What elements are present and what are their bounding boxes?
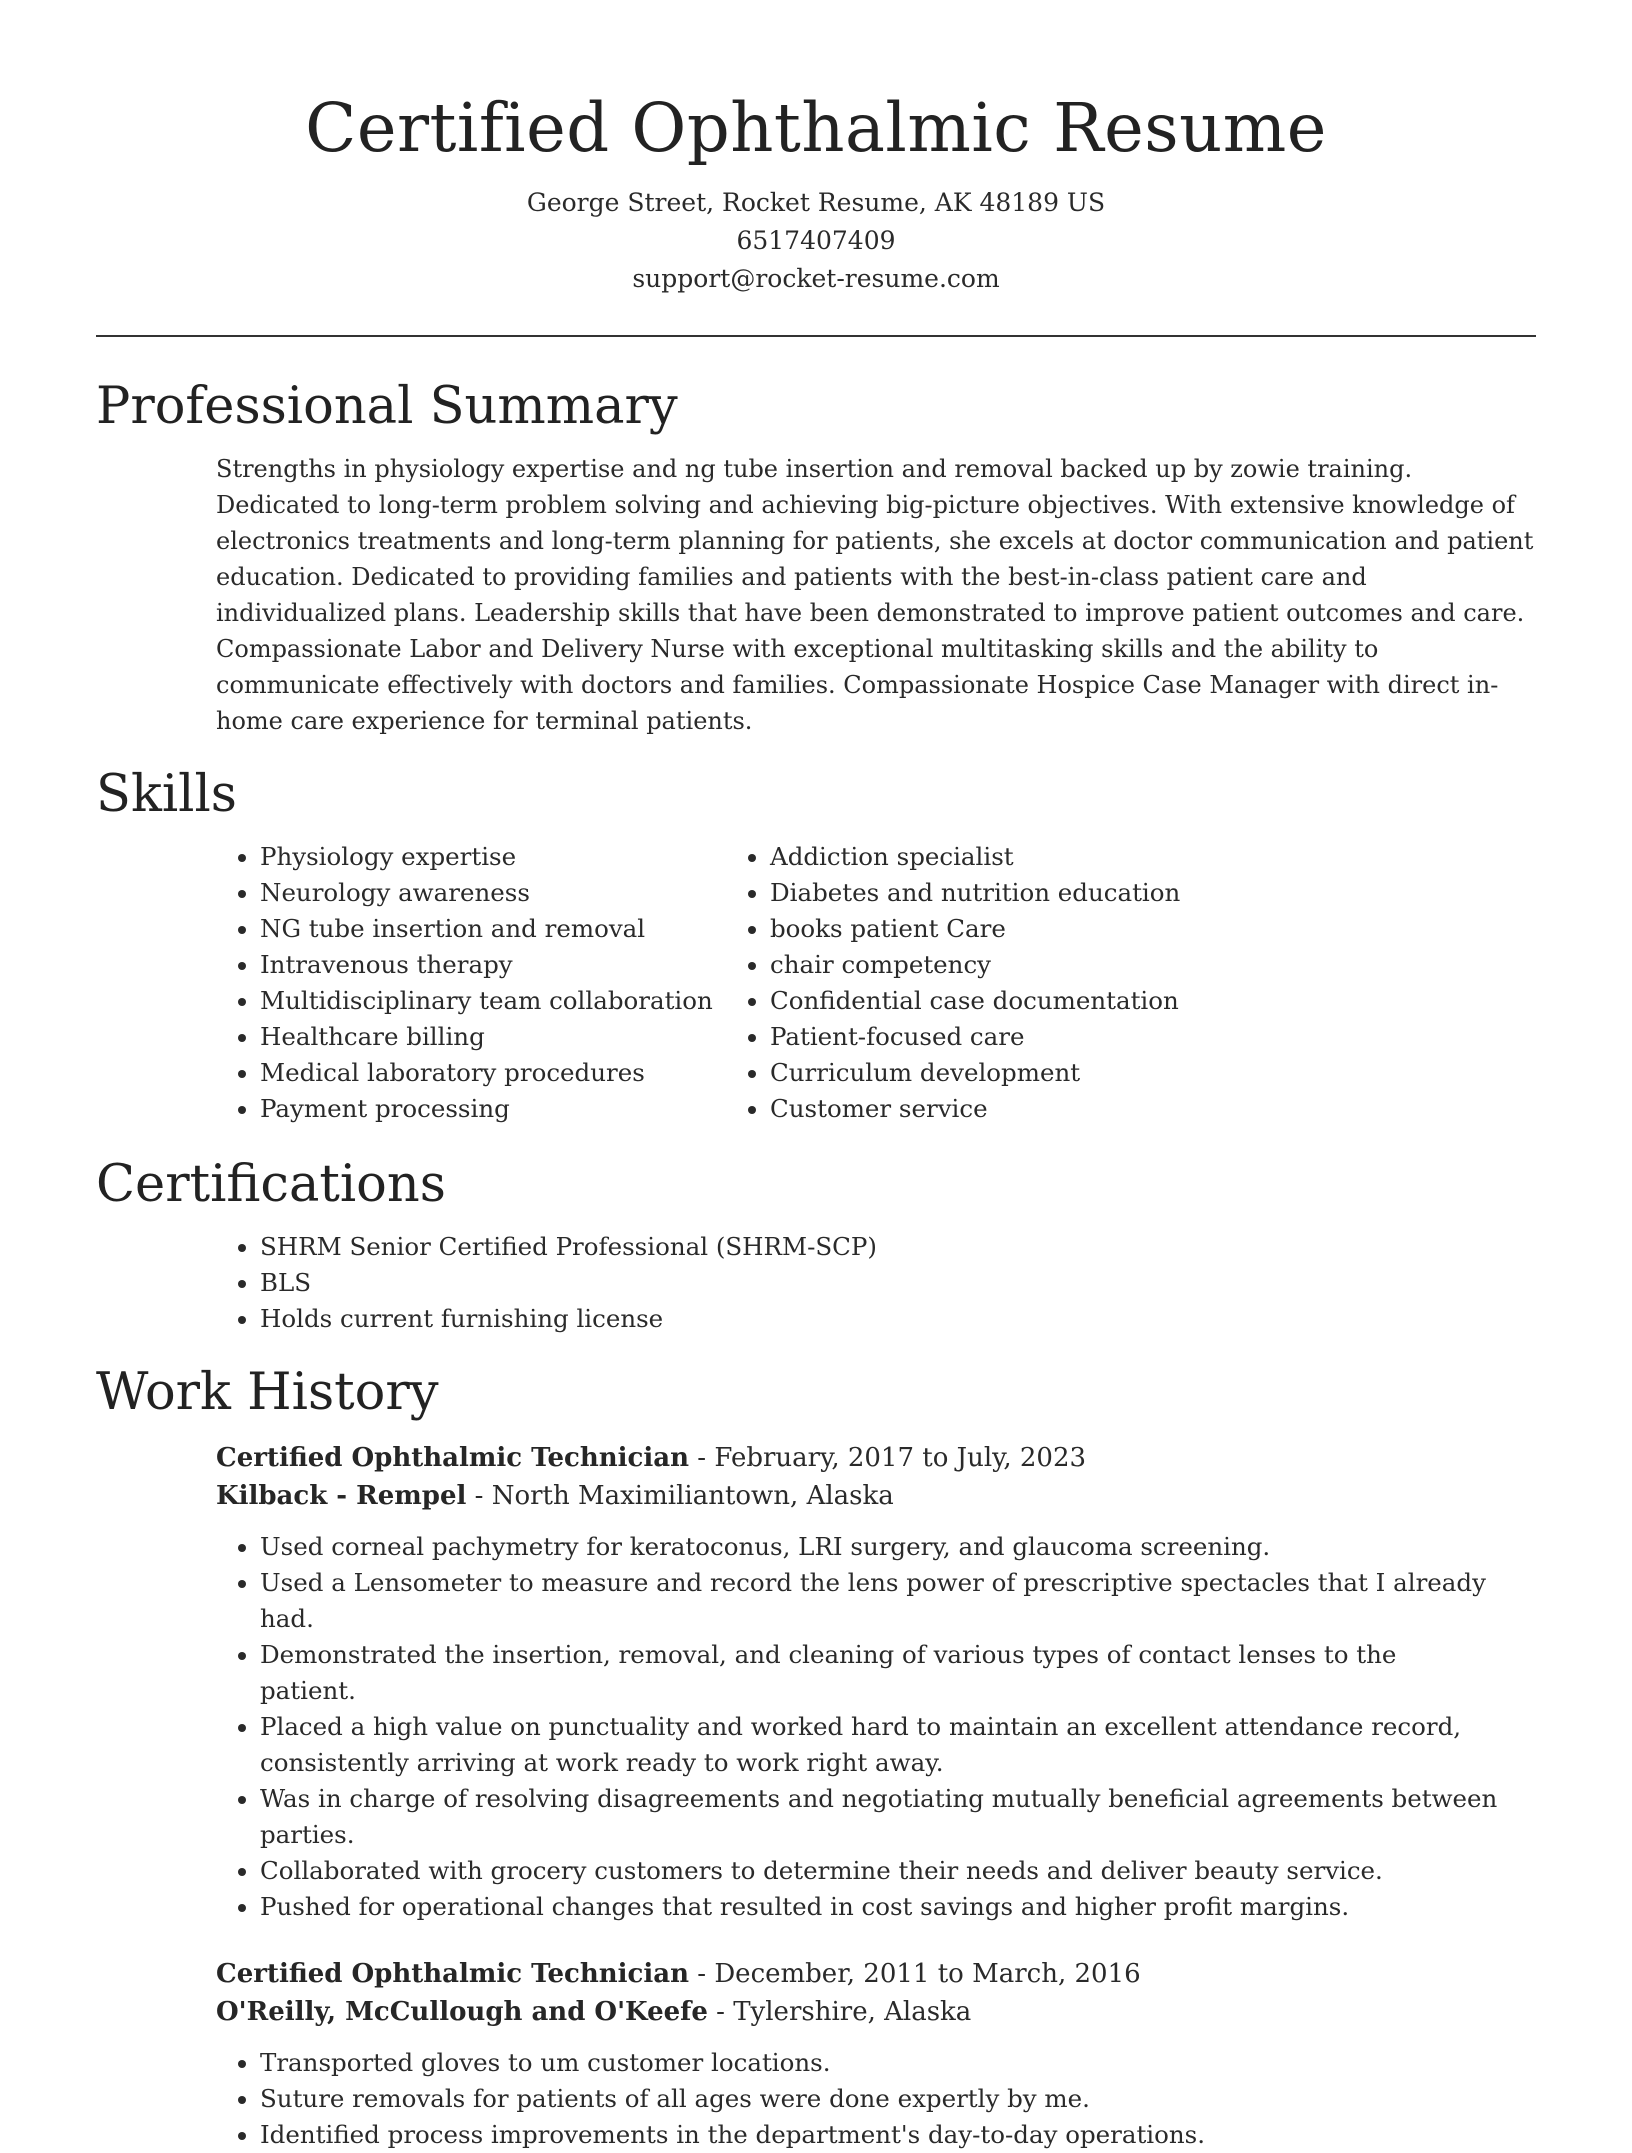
skill-item: • Diabetes and nutrition education [770,875,1396,911]
job-entry [96,1439,1536,1925]
summary-text: Strengths in physiology expertise and ng tube insertion and removal backed up by zowie training. Dedicated to long-term problem solving and achieving big-picture objectives. With extensive knowledge of electronics treatments and long-term planning for patients, she excels at doctor communication and patient education. Dedicated to providing families and patients with the best-in-class patient care and individualized plans. Leadership skills that have been demonstrated to improve patient outcomes and care. Compassionate Labor and Delivery Nurse with exceptional multitasking skills and the ability to communicate effectively with doctors and families. Compassionate Hospice Case Manager with direct in-home care experience for terminal patients. [216,455,1534,735]
work-history-heading: Work History [96,1363,439,1422]
job-location: - North Maximiliantown, Alaska [466,1481,894,1511]
skills-columns [96,839,1536,1127]
certifications-heading: Certifications [96,1155,446,1214]
job-title-line [216,1955,1536,1993]
skill-item: • Customer service [770,1091,1396,1127]
job-bullet: • Collaborated with grocery customers to determine their needs and deliver beauty service. [260,1853,1500,1889]
certifications-list [96,1229,1536,1337]
job-bullet: • Transported gloves to um customer locations. [260,2045,1500,2081]
resume-header [96,0,1536,298]
certifications-section [96,1153,1536,1337]
job-company: Kilback - Rempel [216,1481,467,1511]
contact-block [96,184,1536,298]
job-bullet: • Was in charge of resolving disagreements and negotiating mutually beneficial agreements between parties. [260,1781,1500,1853]
page-title: Certified Ophthalmic Resume [305,89,1327,167]
skill-item: • Curriculum development [770,1055,1396,1091]
skill-item: • chair competency [770,947,1396,983]
job-bullet: • Demonstrated the insertion, removal, and cleaning of various types of contact lenses to the patient. [260,1637,1500,1709]
job-bullet: • Pushed for operational changes that resulted in cost savings and higher profit margins. [260,1889,1500,1925]
skills-column-left [96,839,746,1127]
skill-item: • Addiction specialist [770,839,1396,875]
skill-item: • Medical laboratory procedures [260,1055,746,1091]
resume-page [96,0,1536,2153]
skills-list-left [96,839,746,1127]
skills-section [96,763,1536,1127]
job-title: Certified Ophthalmic Technician [216,1959,690,1989]
contact-address: George Street, Rocket Resume, AK 48189 US [526,188,1106,217]
skill-item: • books patient Care [770,911,1396,947]
work-history-section [96,1361,1536,2153]
job-location: - Tylershire, Alaska [707,1997,972,2027]
job-bullet: • Suture removals for patients of all ages were done expertly by me. [260,2081,1500,2117]
job-company: O'Reilly, McCullough and O'Keefe [216,1997,708,2027]
skills-list-right [746,839,1396,1127]
contact-email: support@rocket-resume.com [632,264,1000,293]
certification-item: • Holds current furnishing license [260,1301,1536,1337]
certification-item: • SHRM Senior Certified Professional (SHRM-SCP) [260,1229,1536,1265]
job-bullet: • Placed a high value on punctuality and worked hard to maintain an excellent attendance record, consistently arriving at work ready to work right away. [260,1709,1500,1781]
job-company-line [216,1993,1536,2031]
job-bullets [96,1529,1536,1925]
job-bullets [96,2045,1536,2153]
summary-section [96,375,1536,739]
header-divider [96,335,1536,337]
job-title: Certified Ophthalmic Technician [216,1443,690,1473]
skill-item: • Healthcare billing [260,1019,746,1055]
skill-item: • Intravenous therapy [260,947,746,983]
summary-heading: Professional Summary [96,377,678,436]
job-dates: - December, 2011 to March, 2016 [689,1959,1141,1989]
skills-column-right [746,839,1396,1127]
job-dates: - February, 2017 to July, 2023 [689,1443,1087,1473]
skill-item: • Payment processing [260,1091,746,1127]
skill-item: • Neurology awareness [260,875,746,911]
job-entry [96,1955,1536,2153]
certification-item: • BLS [260,1265,1536,1301]
job-title-line [216,1439,1536,1477]
contact-phone: 6517407409 [736,226,896,255]
job-company-line [216,1477,1536,1515]
job-bullet: • Used a Lensometer to measure and record the lens power of prescriptive spectacles that I already had. [260,1565,1500,1637]
job-bullet: • Identified process improvements in the department's day-to-day operations. [260,2117,1500,2153]
skill-item: • NG tube insertion and removal [260,911,746,947]
skill-item: • Physiology expertise [260,839,746,875]
job-bullet: • Used corneal pachymetry for keratoconus, LRI surgery, and glaucoma screening. [260,1529,1500,1565]
skills-heading: Skills [96,765,237,824]
skill-item: • Multidisciplinary team collaboration [260,983,746,1019]
skill-item: • Confidential case documentation [770,983,1396,1019]
skill-item: • Patient-focused care [770,1019,1396,1055]
